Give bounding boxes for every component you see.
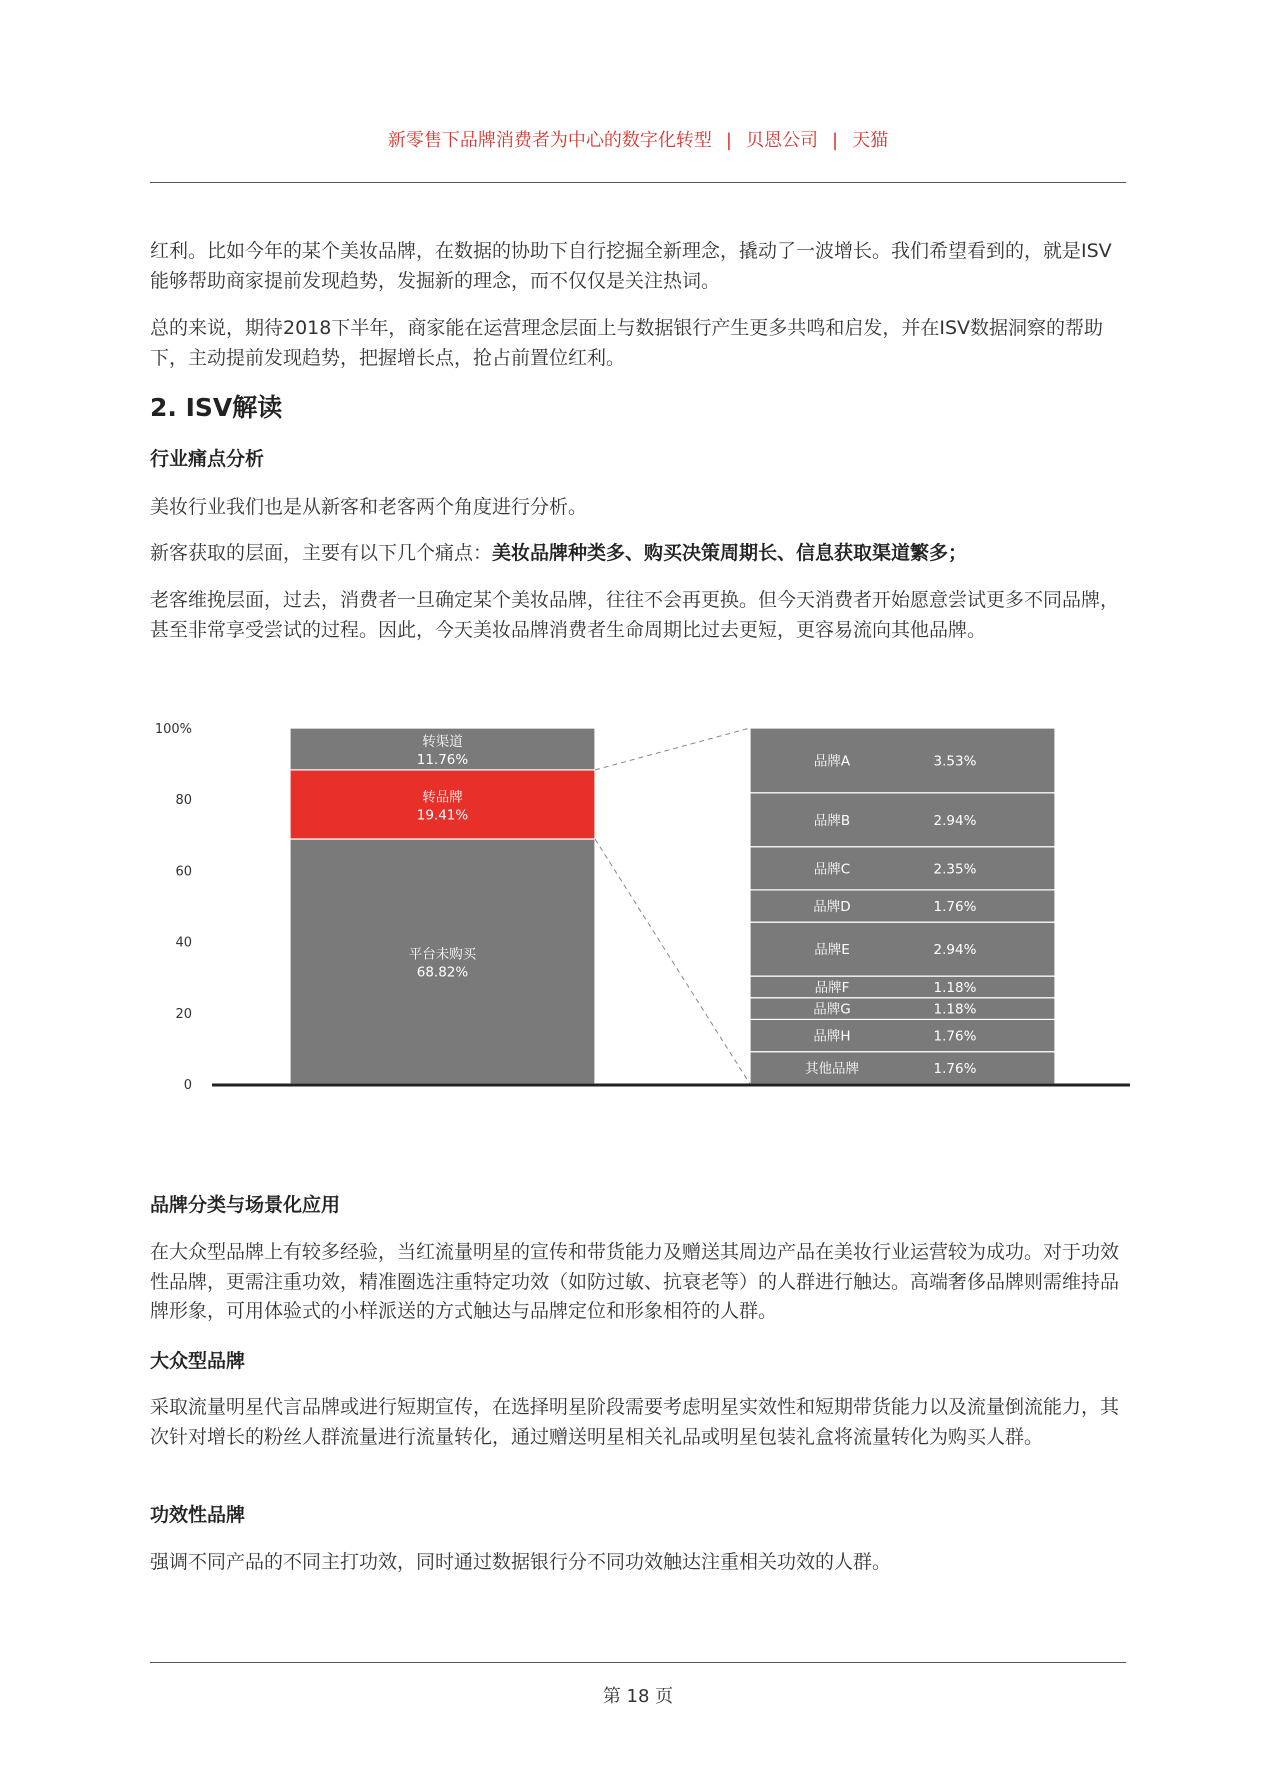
bar-segment-label: 转渠道 — [422, 733, 463, 750]
breakdown-brand-value: 1.76% — [933, 1028, 977, 1045]
breakdown-brand-value: 1.76% — [933, 899, 977, 915]
y-tick-label: 60 — [175, 864, 192, 880]
company-name: 贝恩公司 — [746, 130, 818, 151]
header-separator: | — [832, 130, 839, 151]
bar-segment-label: 平台未购买 — [408, 946, 477, 963]
breakdown-brand-label: 品牌F — [814, 979, 850, 996]
breakdown-brand-value: 2.94% — [933, 942, 977, 959]
section-title: 2. ISV解读 — [150, 393, 283, 422]
paragraph-4-emphasis: 美妆品牌种类多、购买决策周期长、信息获取渠道繁多； — [492, 542, 968, 564]
paragraph-4-text: 新客获取的层面，主要有以下几个痛点： — [150, 542, 493, 564]
breakdown-brand-label: 品牌H — [813, 1028, 851, 1045]
breakdown-brand-value: 1.18% — [933, 979, 977, 996]
breakdown-brand-value: 3.53% — [933, 753, 977, 770]
breakdown-brand-label: 品牌G — [813, 1001, 851, 1018]
brand-switch-chart — [140, 708, 1140, 1103]
y-tick-label: 100% — [154, 722, 192, 737]
paragraph-2: 总的来说，期待2018下半年，商家能在运营理念层面上与数据银行产生更多共鸣和启发，并在ISV数据洞察的帮助下，主动提前发现趋势，把握增长点，抢占前置位红利。 — [150, 317, 1104, 369]
breakdown-brand-label: 其他品牌 — [805, 1060, 859, 1077]
y-tick-label: 40 — [175, 935, 192, 951]
subheading-brand-classification: 品牌分类与场景化应用 — [150, 1194, 341, 1216]
bar-segment-value: 11.76% — [416, 751, 469, 768]
paragraph-8: 强调不同产品的不同主打功效，同时通过数据银行分不同功效触达注重相关功效的人群。 — [150, 1551, 892, 1573]
breakdown-brand-label: 品牌A — [813, 753, 851, 770]
paragraph-5: 老客维挽层面，过去，消费者一旦确定某个美妆品牌，往往不会再更换。但今天消费者开始愿意尝试更多不同品牌，甚至非常享受尝试的过程。因此，今天美妆品牌消费者生命周期比过去更短，更容易流向其他品牌。 — [150, 589, 1120, 641]
breakdown-brand-label: 品牌D — [813, 899, 851, 915]
breakdown-brand-value: 1.18% — [933, 1001, 977, 1018]
y-tick-label: 20 — [175, 1006, 192, 1022]
breakdown-brand-value: 1.76% — [933, 1060, 977, 1077]
breakdown-segment — [750, 793, 1055, 847]
report-title: 新零售下品牌消费者为中心的数字化转型 — [387, 130, 712, 151]
breakdown-brand-label: 品牌C — [813, 861, 851, 878]
subheading-pain-points: 行业痛点分析 — [150, 448, 265, 470]
breakdown-segment — [750, 1019, 1055, 1051]
paragraph-3: 美妆行业我们也是从新客和老客两个角度进行分析。 — [150, 496, 588, 518]
subheading-mass-brand: 大众型品牌 — [150, 1350, 246, 1372]
connector-line-top — [595, 728, 750, 770]
breakdown-segment — [750, 998, 1055, 1020]
page-number: 第 18 页 — [602, 1686, 674, 1707]
header-separator: | — [725, 130, 732, 151]
breakdown-segment — [750, 890, 1055, 922]
y-tick-label: 0 — [183, 1078, 192, 1093]
subheading-efficacy-brand: 功效性品牌 — [150, 1504, 246, 1526]
paragraph-7: 采取流量明星代言品牌或进行短期宣传，在选择明星阶段需要考虑明星实效性和短期带货能力以及流量倒流能力，其次针对增长的粉丝人群流量进行流量转化，通过赠送明星相关礼品或明星包装礼盒将流量转化为购买人群。 — [150, 1396, 1120, 1448]
breakdown-segment — [750, 728, 1055, 793]
breakdown-segment — [750, 922, 1055, 976]
breakdown-brand-value: 2.94% — [933, 812, 977, 829]
breakdown-brand-label: 品牌E — [814, 942, 850, 959]
paragraph-1: 红利。比如今年的某个美妆品牌，在数据的协助下自行挖掘全新理念，撬动了一波增长。我们希望看到的，就是ISV能够帮助商家提前发现趋势，发掘新的理念，而不仅仅是关注热词。 — [150, 240, 1112, 292]
footer-divider — [150, 1662, 1126, 1663]
header-divider — [150, 182, 1126, 183]
paragraph-6: 在大众型品牌上有较多经验，当红流量明星的宣传和带货能力及赠送其周边产品在美妆行业运营较为成功。对于功效性品牌，更需注重功效，精准圈选注重特定功效（如防过敏、抗衰老等）的人群进行触达。高端奢侈品牌则需维持品牌形象，可用体验式的小样派送的方式触达与品牌定位和形象相符的人群。 — [150, 1241, 1120, 1322]
breakdown-segment — [750, 976, 1055, 998]
y-tick-label: 80 — [175, 793, 192, 809]
paragraph-4 — [150, 539, 1126, 569]
breakdown-brand-value: 2.35% — [933, 861, 977, 878]
page-header — [150, 126, 1126, 152]
breakdown-brand-label: 品牌B — [813, 812, 851, 829]
bar-segment-label: 转品牌 — [422, 789, 463, 806]
bar-segment-value: 19.41% — [416, 807, 469, 824]
bar-segment-value: 68.82% — [416, 964, 469, 981]
breakdown-segment — [750, 1052, 1055, 1084]
connector-line-bottom — [595, 839, 750, 1084]
breakdown-segment — [750, 847, 1055, 890]
partner-name: 天猫 — [852, 130, 889, 151]
